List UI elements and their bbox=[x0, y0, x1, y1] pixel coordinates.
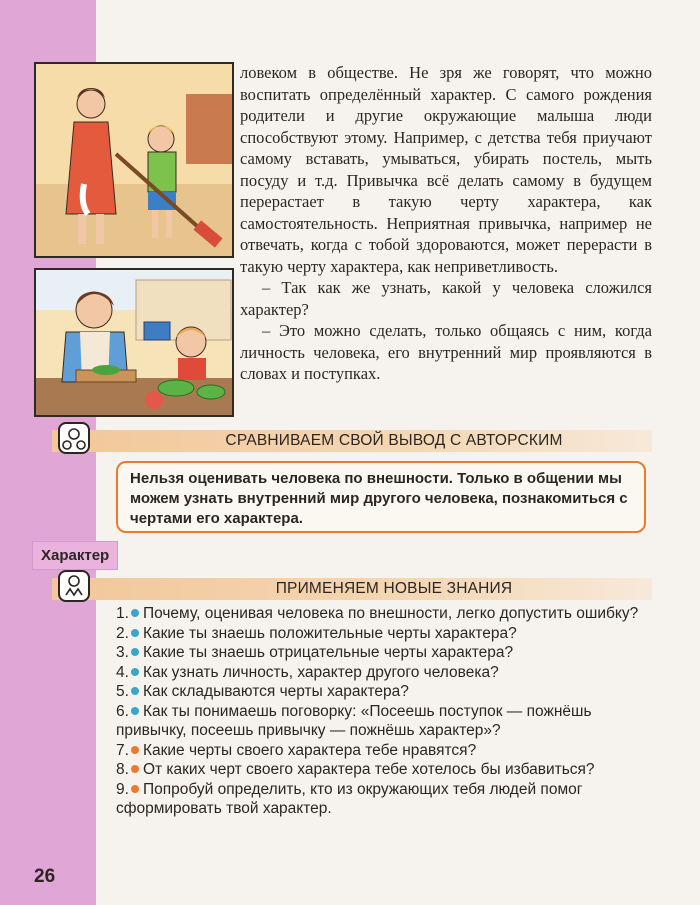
question-item bbox=[116, 760, 646, 780]
section-title: ПРИМЕНЯЕМ НОВЫЕ ЗНАНИЯ bbox=[275, 580, 513, 597]
body-paragraph-answer: – Это можно сделать, только общаясь с ним, когда личность человека, его внутренний мир проявляются в словах и поступках. bbox=[240, 321, 652, 383]
question-number: 1. bbox=[116, 605, 129, 622]
question-number: 4. bbox=[116, 663, 129, 681]
page-number: 26 bbox=[34, 866, 56, 887]
section-bar-compare bbox=[52, 430, 652, 452]
question-number: 6. bbox=[116, 702, 129, 720]
question-item bbox=[116, 780, 646, 819]
question-text: Какие черты своего характера тебе нравятся? bbox=[142, 741, 477, 759]
question-item bbox=[116, 741, 646, 761]
body-text bbox=[240, 62, 652, 385]
question-item bbox=[116, 643, 646, 663]
question-item bbox=[116, 663, 646, 683]
illustration-boy-girl-cooking bbox=[34, 268, 234, 417]
illustration-cooking-picture bbox=[36, 270, 232, 415]
question-marker-dot bbox=[131, 746, 139, 754]
question-text: Как складываются черты характера? bbox=[142, 683, 409, 700]
question-marker-dot bbox=[131, 648, 139, 656]
question-number: 7. bbox=[116, 741, 129, 759]
question-marker-dot bbox=[131, 609, 139, 617]
question-marker-dot bbox=[131, 765, 139, 773]
question-marker-dot bbox=[131, 687, 139, 695]
question-text: Как узнать личность, характер другого человека? bbox=[142, 663, 499, 681]
body-paragraph: ловеком в обществе. Не зря же говорят, что можно воспитать определённый характер. С самого рождения родители и другие окружающие малыша люди способствуют этому. Например, с детства тебя приучают самому вставать, умываться, убирать постель, мыть посуду и т.д. Привычка всё делать самому в будущем перерастает в такую черту характера, как самостоятельность. Неприятная привычка, например не отвечать, когда с тобой здороваются, может перерасти в такую черту характера, как неприветливость. bbox=[240, 63, 652, 276]
illustration-mother-daughter-sweeping bbox=[34, 62, 234, 258]
question-number: 8. bbox=[116, 761, 129, 778]
question-number: 3. bbox=[116, 644, 129, 661]
question-marker-dot bbox=[131, 668, 139, 676]
question-text: От каких черт своего характера тебе хотелось бы избавиться? bbox=[142, 761, 595, 778]
question-item bbox=[116, 682, 646, 702]
thinking-face-icon bbox=[58, 422, 90, 454]
question-number: 9. bbox=[116, 780, 129, 798]
question-text: Какие ты знаешь отрицательные черты характера? bbox=[142, 644, 514, 661]
question-marker-dot bbox=[131, 785, 139, 793]
question-number: 2. bbox=[116, 624, 129, 642]
question-text: Какие ты знаешь положительные черты характера? bbox=[142, 624, 517, 642]
question-item bbox=[116, 624, 646, 644]
keyword-label: Характер bbox=[32, 541, 118, 570]
section-bar-apply bbox=[52, 578, 652, 600]
author-conclusion-box: Нельзя оценивать человека по внешности. Только в общении мы можем узнать внутренний мир другого человека, познакомиться с чертами его характера. bbox=[116, 461, 646, 533]
question-marker-dot bbox=[131, 707, 139, 715]
question-item bbox=[116, 702, 646, 741]
questions-list bbox=[116, 604, 646, 819]
question-text: Попробуй определить, кто из окружающих тебя людей помог сформировать твой характер. bbox=[116, 780, 583, 817]
apply-knowledge-icon bbox=[58, 570, 90, 602]
section-title: СРАВНИВАЕМ СВОЙ ВЫВОД С АВТОРСКИМ bbox=[225, 432, 563, 449]
illustration-sweeping-picture bbox=[36, 64, 232, 256]
question-text: Почему, оценивая человека по внешности, легко допустить ошибку? bbox=[142, 605, 639, 622]
question-text: Как ты понимаешь поговорку: «Посеешь поступок — пожнёшь привычку, посеешь привычку — пожнёшь характер»? bbox=[116, 702, 592, 739]
question-marker-dot bbox=[131, 629, 139, 637]
question-item bbox=[116, 604, 646, 624]
body-paragraph-question: – Так как же узнать, какой у человека сложился характер? bbox=[240, 278, 652, 319]
question-number: 5. bbox=[116, 683, 129, 700]
